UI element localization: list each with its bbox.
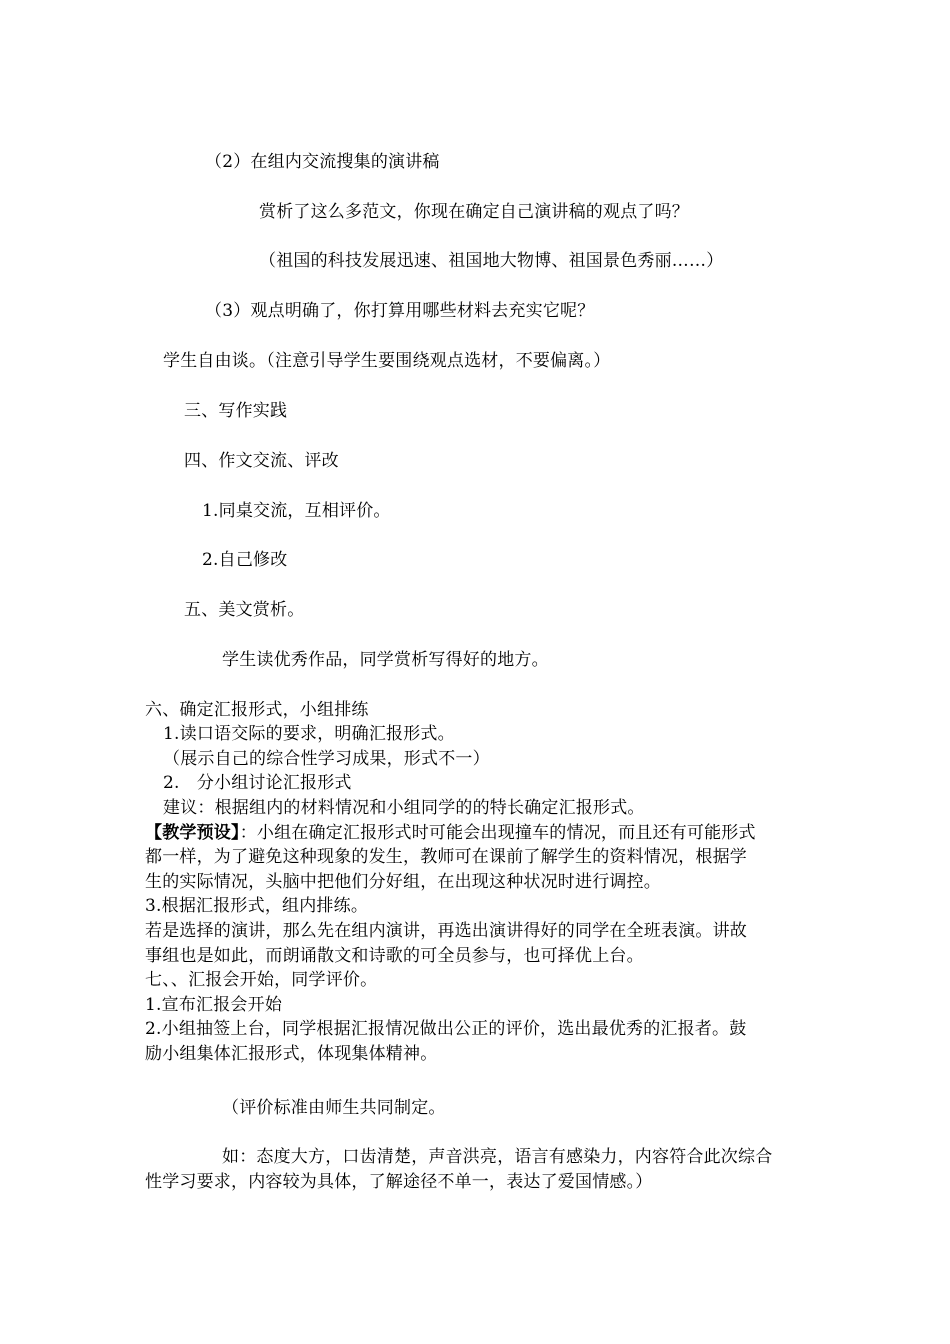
list-item: 2.自己修改 [202,550,288,570]
teaching-preset-label: 【教学预设】 [145,823,240,843]
section-heading: 四、作文交流、评改 [184,451,339,471]
text-line: （2）在组内交流搜集的演讲稿 [205,152,440,172]
text-line: 都一样，为了避免这种现象的发生，教师可在课前了解学生的资料情况，根据学 [145,847,747,867]
text-line: 学生读优秀作品，同学赏析写得好的地方。 [222,650,549,670]
text-line: 如：态度大方，口齿清楚，声音洪亮，语言有感染力，内容符合此次综合 [222,1147,773,1167]
text-line: （3）观点明确了，你打算用哪些材料去充实它呢？ [205,301,595,321]
text-line: 性学习要求，内容较为具体，了解途径不单一，表达了爱国情感。） [145,1172,653,1192]
section-heading: 六、确定汇报形式，小组排练 [145,700,369,720]
section-heading: 五、美文赏析。 [184,600,305,620]
text-line: 学生自由谈。（注意引导学生要围绕观点选材，不要偏离。） [163,351,611,371]
text-line: 建议：根据组内的材料情况和小组同学的的特长确定汇报形式。 [163,798,645,818]
list-item: 2.小组抽签上台，同学根据汇报情况做出公正的评价，选出最优秀的汇报者。鼓 [145,1019,747,1039]
text-line: 赏析了这么多范文，你现在确定自己演讲稿的观点了吗？ [259,202,689,222]
text-line: 事组也是如此，而朗诵散文和诗歌的可全员参与，也可择优上台。 [145,946,644,966]
text-line: （评价标准由师生共同制定。 [222,1098,446,1118]
teaching-preset-text: ：小组在确定汇报形式时可能会出现撞车的情况，而且还有可能形式 [239,823,756,843]
list-item: 1.同桌交流，互相评价。 [202,501,391,521]
text-line: （展示自己的综合性学习成果，形式不一） [163,749,490,769]
section-heading: 七、、汇报会开始，同学评价。 [145,970,378,990]
list-item: 1.宣布汇报会开始 [145,995,283,1015]
section-heading: 三、写作实践 [184,401,288,421]
text-line: 若是选择的演讲，那么先在组内演讲，再选出演讲得好的同学在全班表演。讲故 [145,921,747,941]
list-item: 2. 分小组讨论汇报形式 [163,773,352,793]
text-line: （祖国的科技发展迅速、祖国地大物博、祖国景色秀丽……） [259,251,724,271]
text-line: 励小组集体汇报形式，体现集体精神。 [145,1044,438,1064]
text-line: 生的实际情况，头脑中把他们分好组，在出现这种状况时进行调控。 [145,872,661,892]
list-item: 3.根据汇报形式，组内排练。 [145,896,369,916]
text-line [145,822,756,844]
list-item: 1.读口语交际的要求，明确汇报形式。 [163,724,455,744]
